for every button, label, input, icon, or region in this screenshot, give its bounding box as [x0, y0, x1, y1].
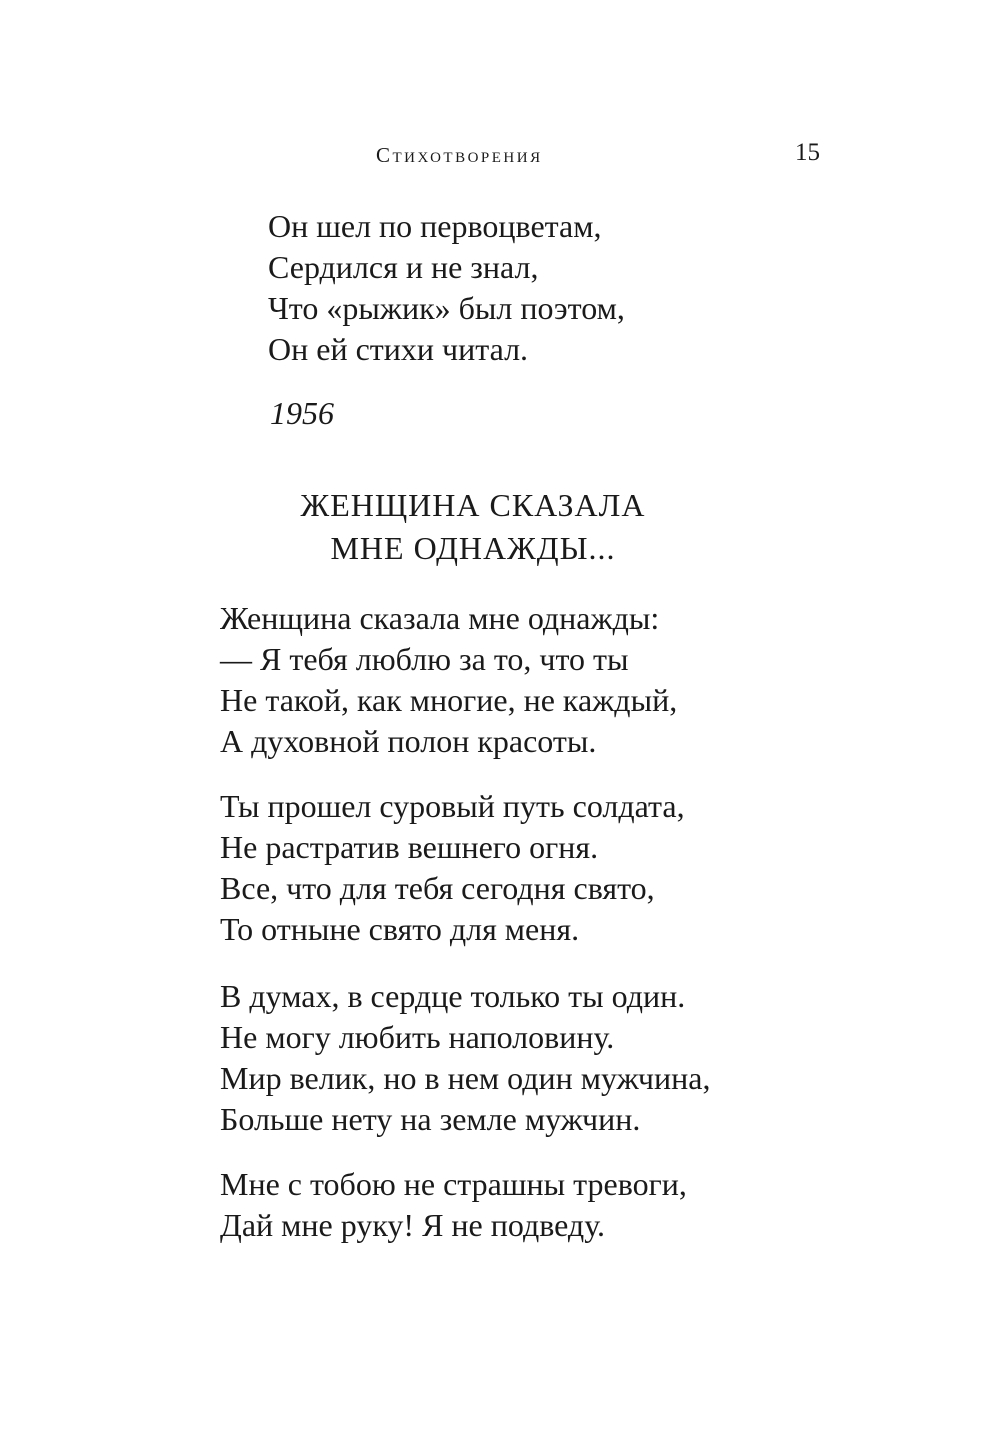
previous-poem-stanza: [268, 206, 625, 370]
poem-line: Мир велик, но в нем один мужчина,: [220, 1060, 711, 1096]
poem-line: Больше нету на земле мужчин.: [220, 1101, 641, 1137]
poem-line: В думах, в сердце только ты один.: [220, 978, 686, 1014]
poem-line: А духовной полон красоты.: [220, 723, 597, 759]
poem-title-line: ЖЕНЩИНА СКАЗАЛА: [300, 487, 646, 523]
poem-stanza-2: [220, 786, 685, 950]
poem-line: Он ей стихи читал.: [268, 331, 529, 367]
poem-line: То отныне свято для меня.: [220, 911, 580, 947]
poem-year: 1956: [270, 395, 334, 431]
poem-line: Не растратив вешнего огня.: [220, 829, 599, 865]
poem-stanza-3: [220, 976, 710, 1140]
poem-line: Женщина сказала мне однажды:: [220, 600, 660, 636]
poem-line: Он шел по первоцветам,: [268, 208, 602, 244]
poem-line: Не такой, как многие, не каждый,: [220, 682, 678, 718]
poem-line: Сердился и не знал,: [268, 249, 539, 285]
poem-line: — Я тебя люблю за то, что ты: [220, 641, 629, 677]
poem-line: Что «рыжик» был поэтом,: [268, 290, 625, 326]
poem-line: Ты прошел суровый путь солдата,: [220, 788, 685, 824]
poem-line: Все, что для тебя сегодня свято,: [220, 870, 655, 906]
poem-stanza-4: [220, 1164, 687, 1246]
poem-line: Мне с тобою не страшны тревоги,: [220, 1166, 687, 1202]
poem-title-line: МНЕ ОДНАЖДЫ...: [330, 530, 616, 566]
poem-line: Не могу любить наполовину.: [220, 1019, 615, 1055]
page-number: 15: [795, 139, 820, 166]
poem-stanza-1: [220, 598, 677, 762]
running-head: Стихотворения: [376, 143, 543, 167]
poem-line: Дай мне руку! Я не подведу.: [220, 1207, 605, 1243]
poem-title: [0, 484, 946, 570]
